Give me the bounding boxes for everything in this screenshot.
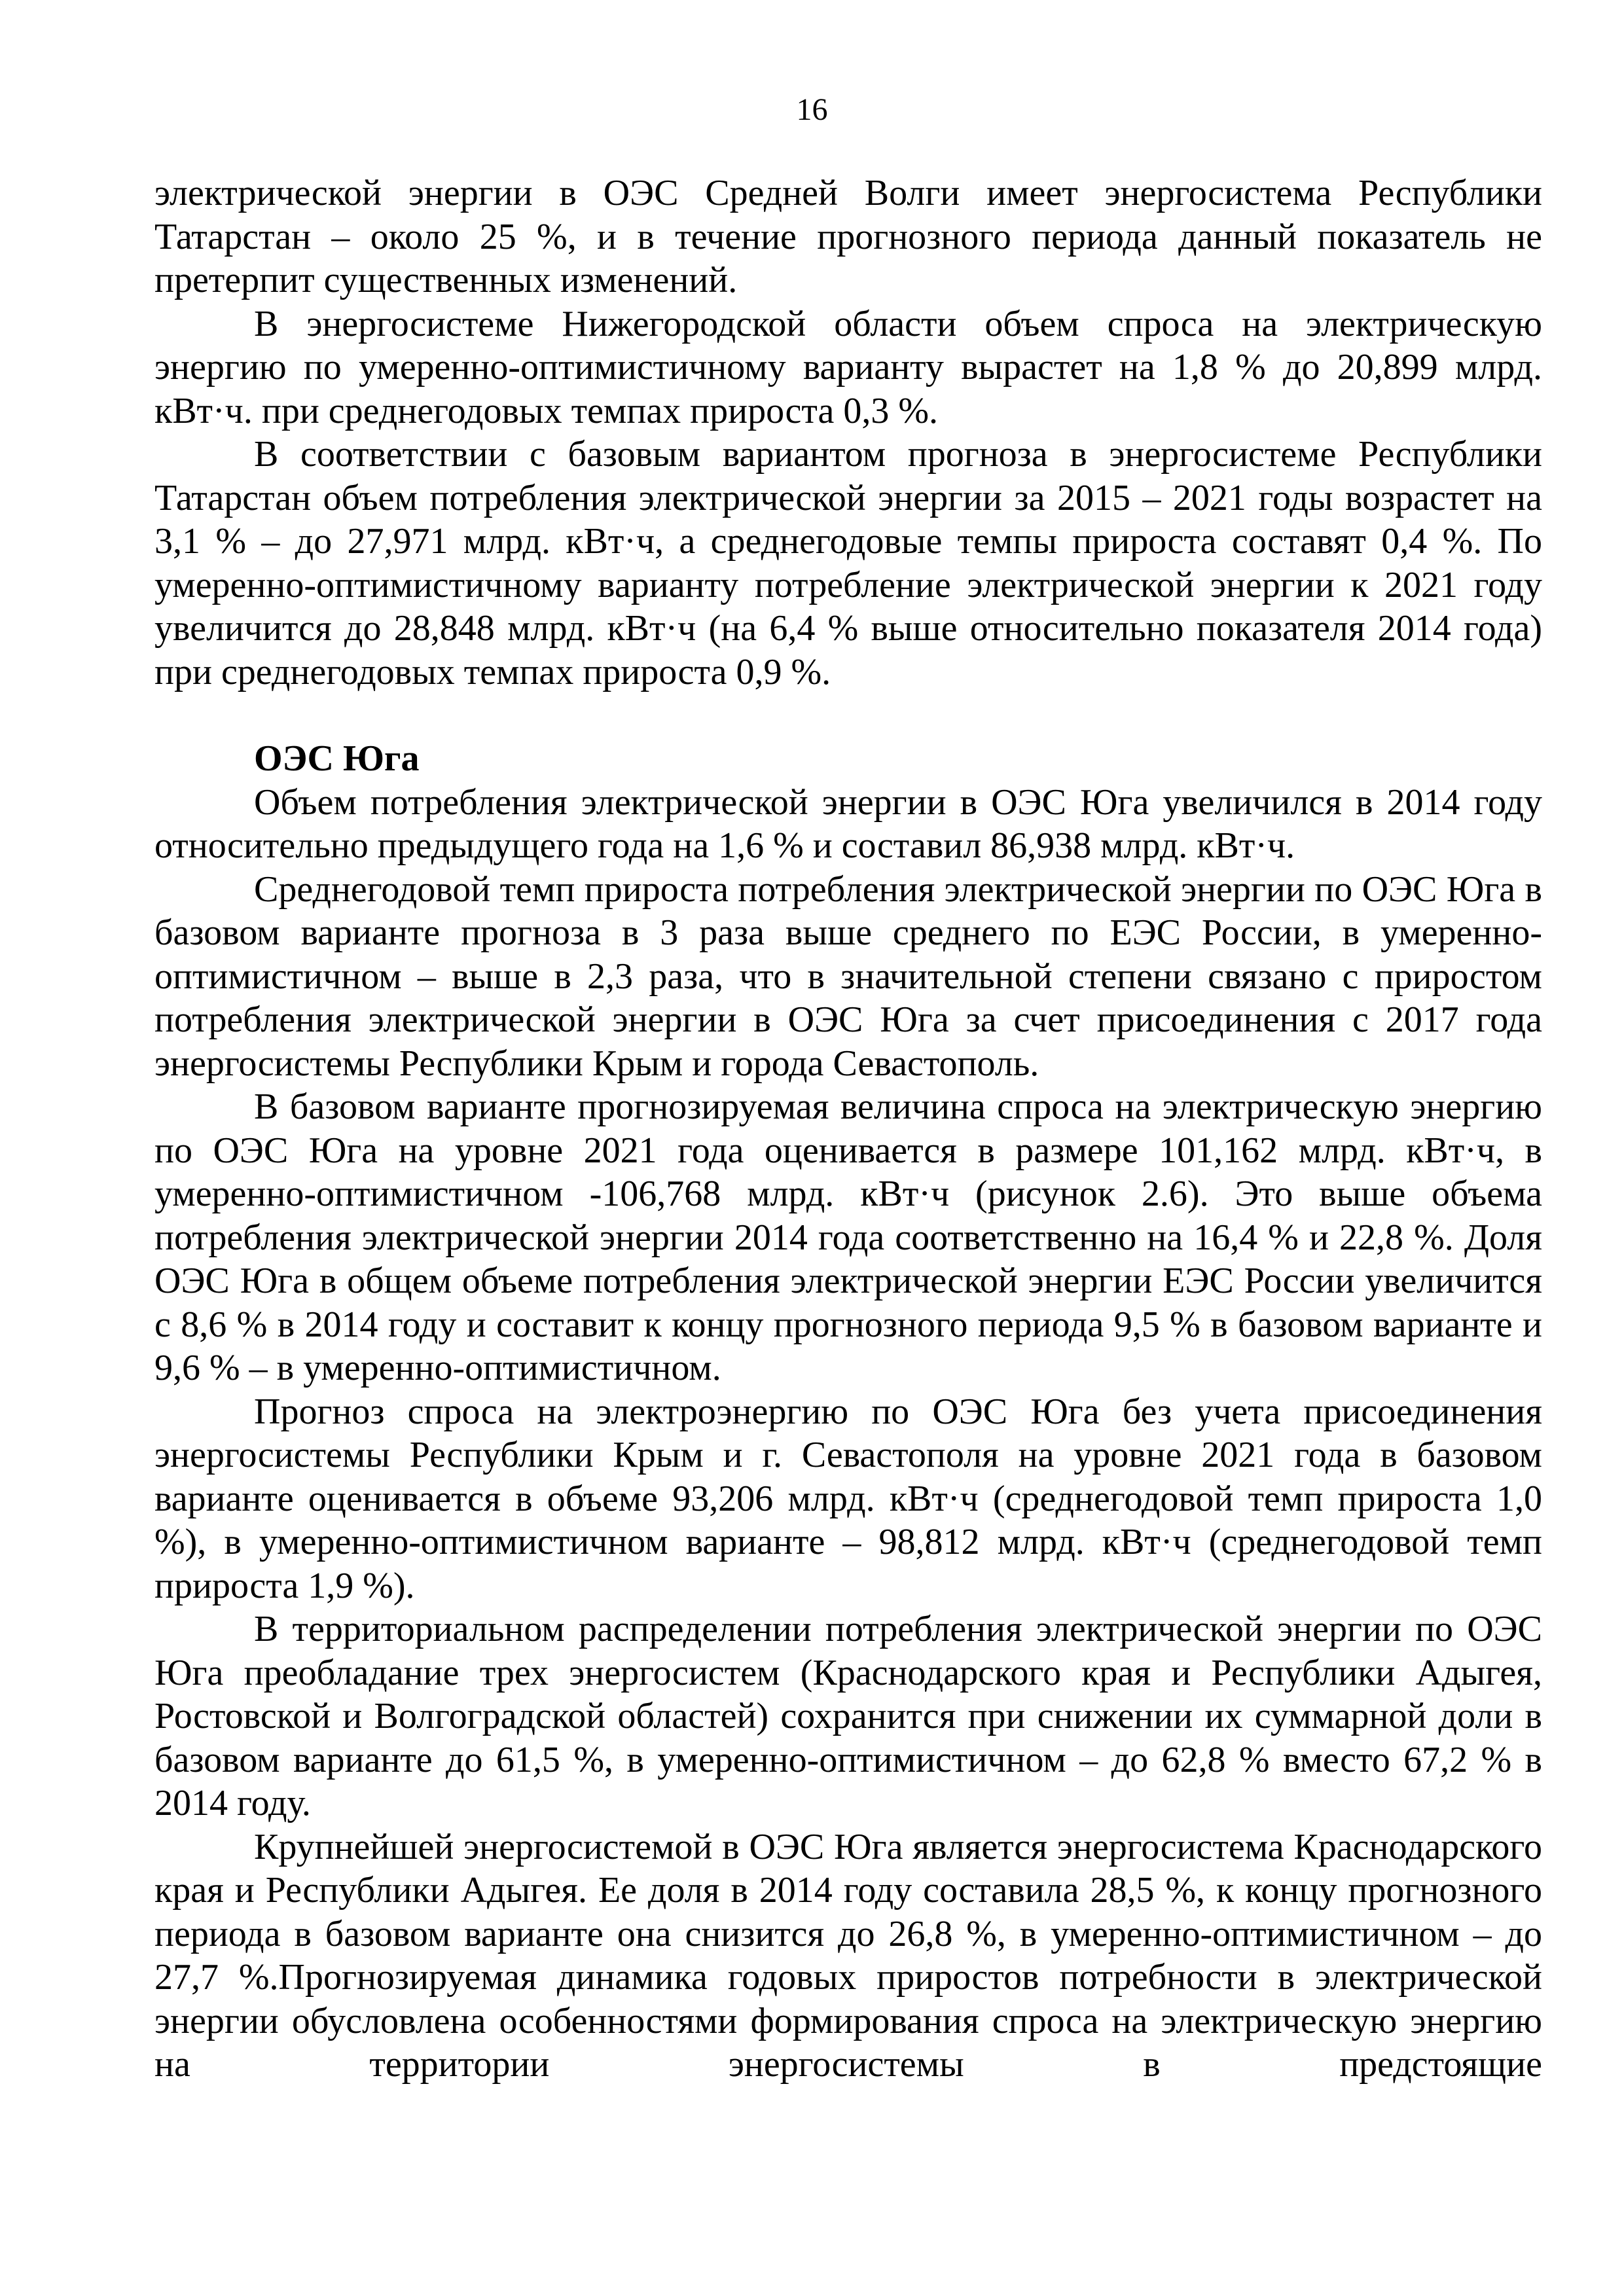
paragraph-south-without-crimea: Прогноз спроса на электроэнергию по ОЭС Юга без учета присоединения энергосистемы Республики Крым и г. Севастополя на уровне 2021 года в базовом варианте оценивается в объеме 93,206 млрд. кВт·ч (среднегодовой темп прироста 1,0 %), в умеренно-оптимистичном варианте – 98,812 млрд. кВт·ч (среднегодовой темп прироста 1,9 %). xyxy=(154,1391,1542,1606)
section-heading: ОЭС Юга xyxy=(254,738,420,779)
paragraph-south-consumption: Объем потребления электрической энергии в ОЭС Юга увеличился в 2014 году относительно предыдущего года на 1,6 % и составил 86,938 млрд. кВт·ч. xyxy=(154,781,1542,866)
paragraph-continuation: электрической энергии в ОЭС Средней Волги имеет энергосистема Республики Татарстан – около 25 %, и в течение прогнозного периода данный показатель не претерпит существенных изменений. xyxy=(154,173,1542,300)
paragraph-south-territorial: В территориальном распределении потребления электрической энергии по ОЭС Юга преобладание трех энергосистем (Краснодарского края и Республики Адыгея, Ростовской и Волгоградской областей) сохранится при снижении их суммарной доли в базовом варианте до 61,5 %, в умеренно-оптимистичном – до 62,8 % вместо 67,2 % в 2014 году. xyxy=(154,1609,1542,1823)
paragraph-nizhny-novgorod: В энергосистеме Нижегородской области объем спроса на электрическую энергию по умеренно-оптимистичному варианту вырастет на 1,8 % до 20,899 млрд. кВт·ч. при среднегодовых темпах прироста 0,3 %. xyxy=(154,303,1542,431)
page-number: 16 xyxy=(796,92,828,127)
paragraph-south-forecast: В базовом варианте прогнозируемая величина спроса на электрическую энергию по ОЭС Юга на уровне 2021 года оценивается в размере 101,162 млрд. кВт·ч, в умеренно-оптимистичном -106,768 млрд. кВт·ч (рисунок 2.6). Это выше объема потребления электрической энергии 2014 года соответственно на 16,4 % и 22,8 %. Доля ОЭС Юга в общем объеме потребления электрической энергии ЕЭС России увеличится с 8,6 % в 2014 году и составит к концу прогнозного периода 9,5 % в базовом варианте и 9,6 % – в умеренно-оптимистичном. xyxy=(154,1086,1542,1388)
document-body xyxy=(154,171,1542,2087)
paragraph-tatarstan: В соответствии с базовым вариантом прогноза в энергосистеме Республики Татарстан объем потребления электрической энергии за 2015 – 2021 годы возрастет на 3,1 % – до 27,971 млрд. кВт·ч, а среднегодовые темпы прироста составят 0,4 %. По умеренно-оптимистичному варианту потребление электрической энергии к 2021 году увеличится до 28,848 млрд. кВт·ч (на 6,4 % выше относительно показателя 2014 года) при среднегодовых темпах прироста 0,9 %. xyxy=(154,434,1542,692)
paragraph-south-growth-rate: Среднегодовой темп прироста потребления электрической энергии по ОЭС Юга в базовом варианте прогноза в 3 раза выше среднего по ЕЭС России, в умеренно-оптимистичном – выше в 2,3 раза, что в значительной степени связано с приростом потребления электрической энергии в ОЭС Юга за счет присоединения с 2017 года энергосистемы Республики Крым и города Севастополь. xyxy=(154,869,1542,1084)
paragraph-south-krasnodar: Крупнейшей энергосистемой в ОЭС Юга является энергосистема Краснодарского края и Республики Адыгея. Ее доля в 2014 году составила 28,5 %, к концу прогнозного периода в базовом варианте она снизится до 26,8 %, в умеренно-оптимистичном – до 27,7 %.Прогнозируемая динамика годовых приростов потребности в электрической энергии обусловлена особенностями формирования спроса на электрическую энергию на территории энергосистемы в предстоящие xyxy=(154,1826,1542,2085)
